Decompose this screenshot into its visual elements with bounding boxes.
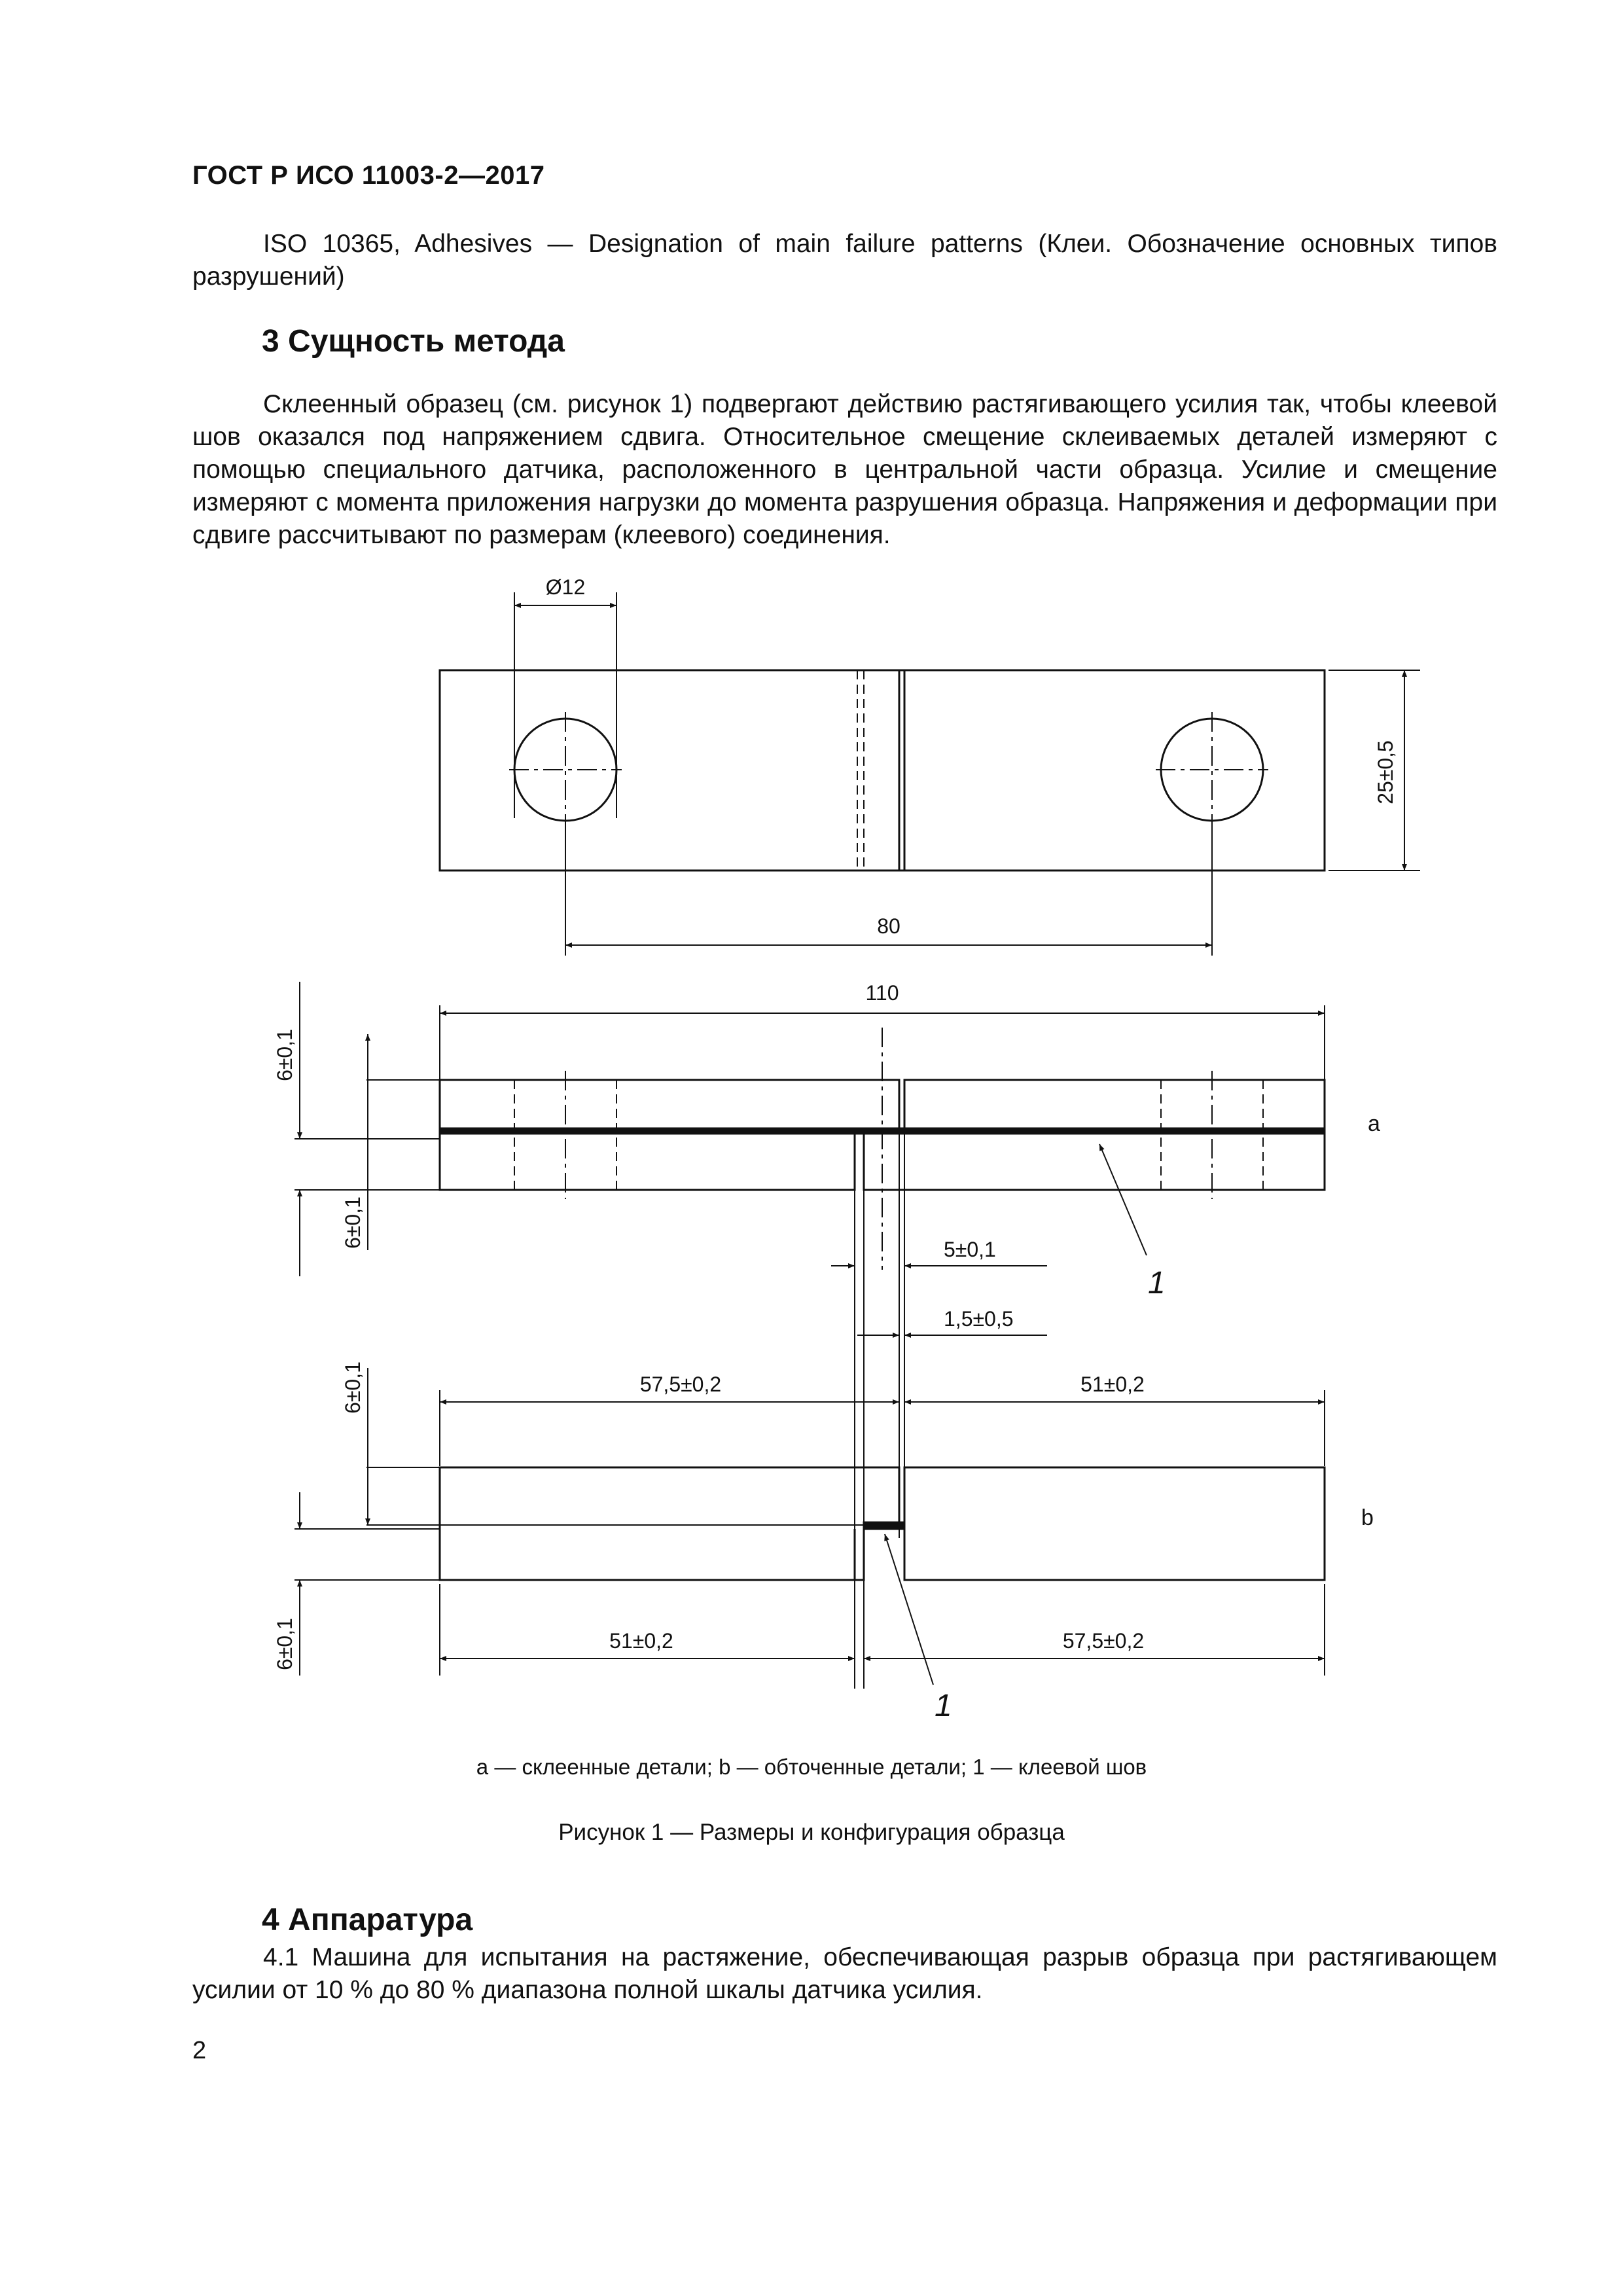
view-b	[294, 1368, 1325, 1685]
dim-total-length: 110	[865, 981, 899, 1005]
dim-b-top-right: 51±0,2	[1080, 1372, 1145, 1396]
callout-1-b: 1	[935, 1689, 952, 1723]
figure-legend: a — склеенные детали; b — обточенные детали; 1 — клеевой шов	[476, 1755, 1147, 1779]
dim-gap: 5±0,1	[944, 1238, 996, 1261]
section-4-heading: 4 Аппаратура	[262, 1903, 473, 1937]
dim-thickness-bottom-b: 6±0,1	[273, 1618, 296, 1670]
page-header: ГОСТ Р ИСО 11003-2—2017	[192, 161, 545, 190]
section-4-paragraph: 4.1 Машина для испытания на растяжение, обеспечивающая разрыв образца при растягивающем усилии от 10 % до 80 % диапазона полной шкалы датчика усилия.	[192, 1943, 1497, 2004]
view-b-label: b	[1361, 1505, 1374, 1530]
section-3-paragraph: Склеенный образец (см. рисунок 1) подвергают действию растягивающего усилия так, чтобы клеевой шов оказался под напряжением сдвига. Относительное смещение склеиваемых деталей измеряют с помощью специального датчика, расположенного в центральной части образца. Усилие и смещение измеряют с момента приложения нагрузки до момента разрушения образца. Напряжения и деформации при сдвиге рассчитывают по размерам (клеевого) соединения.	[192, 390, 1497, 549]
reference-paragraph: ISO 10365, Adhesives — Designation of main failure patterns (Клеи. Обозначение основных типов разрушений)	[192, 230, 1497, 291]
view-a	[294, 982, 1325, 1689]
figure-caption: Рисунок 1 — Размеры и конфигурация образца	[558, 1820, 1065, 1845]
callout-1-a: 1	[1148, 1266, 1166, 1300]
dim-thickness-top-b: 6±0,1	[341, 1361, 365, 1414]
dim-bond-width: 1,5±0,5	[944, 1307, 1014, 1331]
top-view	[440, 592, 1420, 956]
dim-b-bottom-left: 51±0,2	[609, 1629, 673, 1653]
view-a-label: a	[1368, 1111, 1380, 1136]
page-number: 2	[192, 2037, 207, 2064]
dim-width: 25±0,5	[1374, 740, 1397, 804]
section-3-heading: 3 Сущность метода	[262, 324, 565, 359]
dim-b-bottom-right: 57,5±0,2	[1062, 1629, 1145, 1653]
adhesive-layer-b	[864, 1522, 904, 1529]
dim-thickness-bottom-a: 6±0,1	[341, 1196, 365, 1249]
dim-b-top-left: 57,5±0,2	[639, 1372, 722, 1396]
dim-hole-diameter: Ø12	[545, 575, 586, 599]
dim-thickness-top-a: 6±0,1	[273, 1029, 296, 1081]
dim-hole-spacing: 80	[877, 914, 901, 938]
